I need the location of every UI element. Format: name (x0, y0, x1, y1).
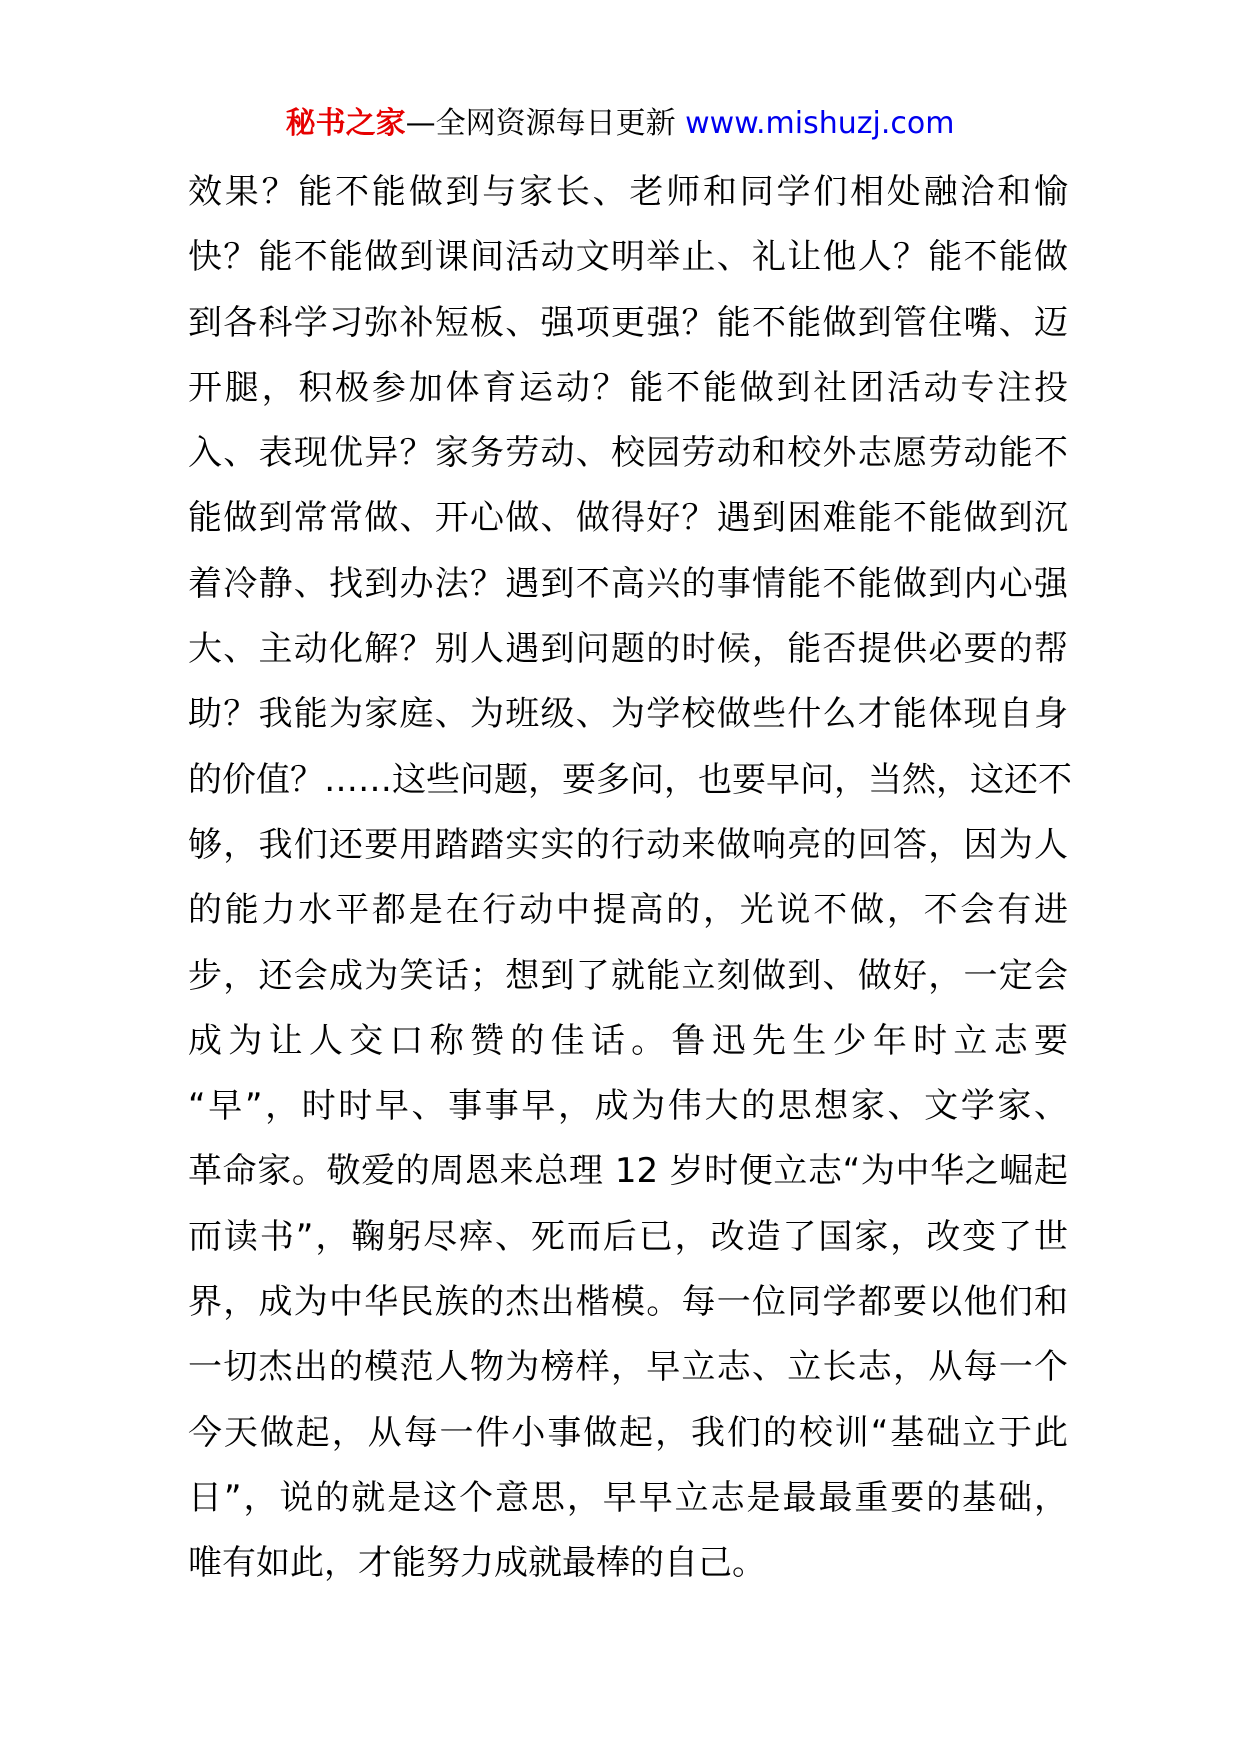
text-line: 开腿，积极参加体育运动？能不能做到社团活动专注投 (188, 367, 1068, 408)
text-line: 成为让人交口称赞的佳话。鲁迅先生少年时立志要 (188, 1020, 1068, 1061)
page-header (0, 104, 1240, 144)
text-line: 步，还会成为笑话；想到了就能立刻做到、做好，一定会 (188, 955, 1068, 996)
text-line: 界，成为中华民族的杰出楷模。每一位同学都要以他们和 (188, 1282, 1068, 1323)
text-line: 助？我能为家庭、为班级、为学校做些什么才能体现自身 (188, 694, 1068, 735)
text-line: 入、表现优异？家务劳动、校园劳动和校外志愿劳动能不 (188, 433, 1068, 474)
text-line: 唯有如此，才能努力成就最棒的自己。 (188, 1543, 766, 1584)
text-line: 的价值？……这些问题，要多问，也要早问，当然，这还不 (188, 759, 1072, 800)
text-line: 效果？能不能做到与家长、老师和同学们相处融洽和愉 (188, 172, 1068, 212)
text-line: 而读书”，鞠躬尽瘁、死而后已，改造了国家，改变了世 (188, 1216, 1068, 1257)
text-line: 着冷静、找到办法？遇到不高兴的事情能不能做到内心强 (188, 563, 1068, 604)
text-line: 到各科学习弥补短板、强项更强？能不能做到管住嘴、迈 (188, 302, 1068, 343)
brand-name: 秘书之家 (285, 106, 406, 141)
text-line: “早”，时时早、事事早，成为伟大的思想家、文学家、 (188, 1086, 1068, 1127)
text-line: 日”，说的就是这个意思，早早立志是最最重要的基础， (188, 1477, 1068, 1518)
site-url-link[interactable]: www.mishuzj.com (685, 106, 955, 141)
text-line: 今天做起，从每一件小事做起，我们的校训“基础立于此 (188, 1412, 1068, 1453)
text-line: 能做到常常做、开心做、做得好？遇到困难能不能做到沉 (188, 498, 1068, 539)
text-line: 一切杰出的模范人物为榜样，早立志、立长志，从每一个 (188, 1347, 1068, 1388)
text-line: 大、主动化解？别人遇到问题的时候，能否提供必要的帮 (188, 629, 1068, 670)
text-line: 够，我们还要用踏踏实实的行动来做响亮的回答，因为人 (188, 824, 1068, 865)
header-tagline: —全网资源每日更新 (405, 106, 676, 141)
text-line: 革命家。敬爱的周恩来总理 12 岁时便立志“为中华之崛起 (188, 1151, 1068, 1192)
body-text (188, 160, 1072, 1597)
text-line: 快？能不能做到课间活动文明举止、礼让他人？能不能做 (188, 237, 1068, 278)
text-line: 的能力水平都是在行动中提高的，光说不做，不会有进 (188, 890, 1068, 931)
